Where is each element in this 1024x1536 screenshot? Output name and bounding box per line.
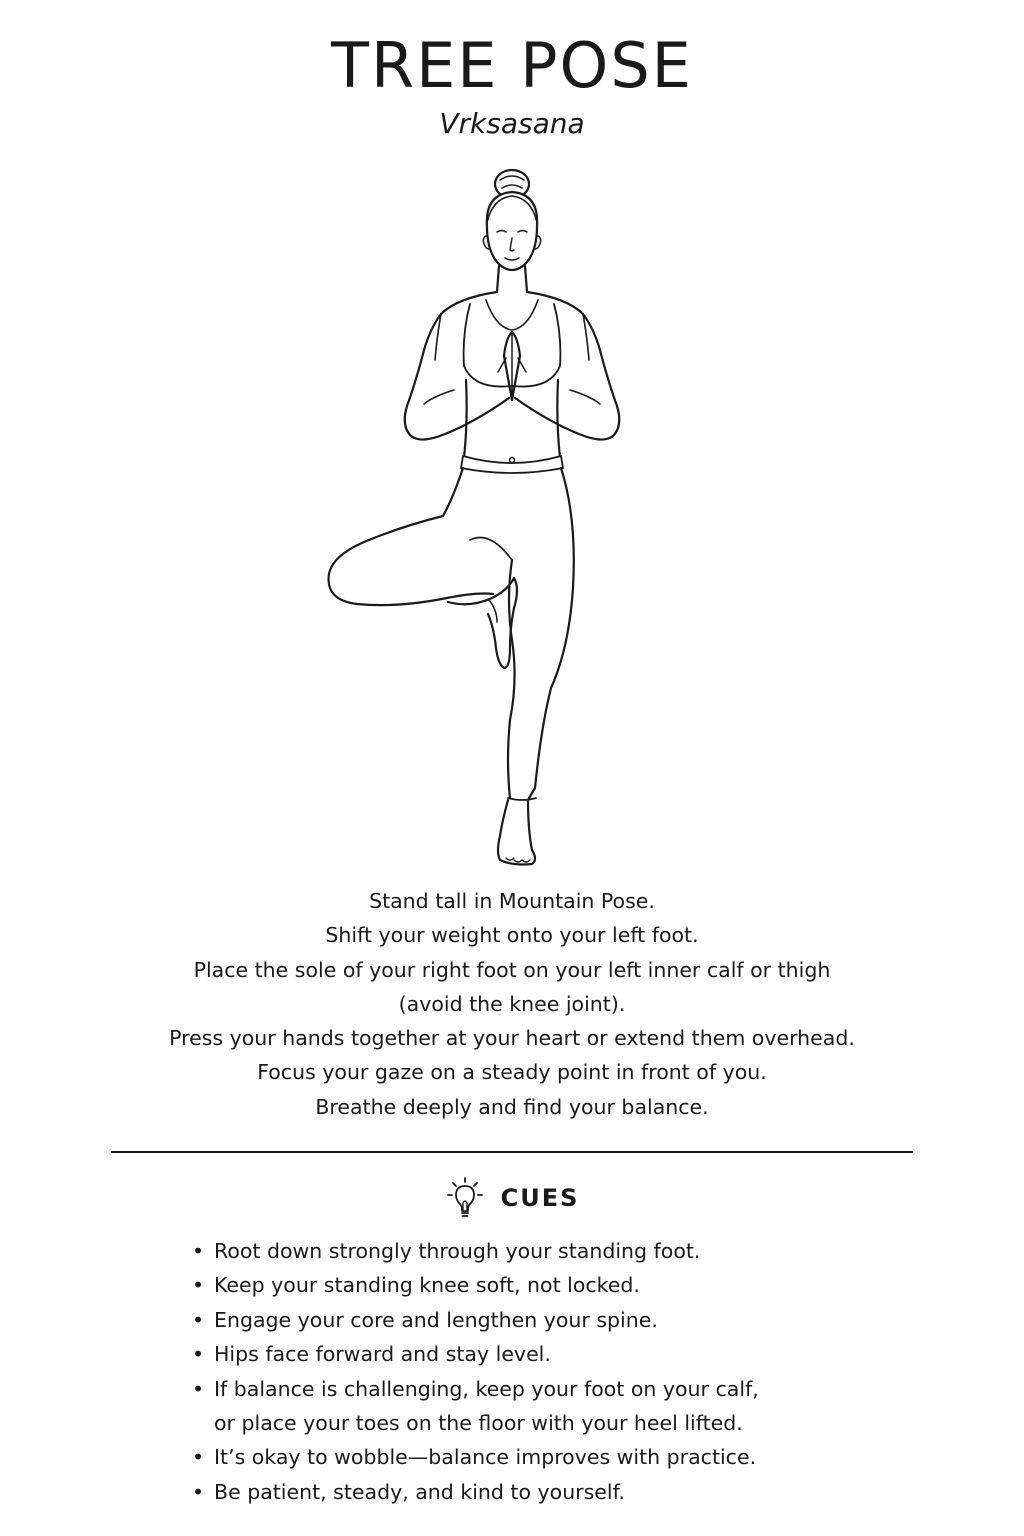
- list-item: [186, 1475, 886, 1509]
- instructions: [100, 884, 924, 1124]
- cues-header: [0, 1176, 1024, 1220]
- standing-leg: [529, 468, 574, 798]
- cues-list: [186, 1234, 886, 1509]
- bullet: •: [192, 1307, 205, 1332]
- bullet: •: [192, 1239, 205, 1263]
- right-arm: [515, 292, 619, 440]
- section-divider: [111, 1151, 913, 1153]
- instruction-line: Shift your weight onto your left foot.: [325, 923, 699, 948]
- list-item: [186, 1337, 886, 1371]
- instruction-line: Focus your gaze on a steady point in front of you.: [257, 1060, 767, 1085]
- cue-text: If balance is challenging, keep your foot on your calf,: [214, 1376, 759, 1401]
- tree-pose-figure: [300, 160, 724, 872]
- cue-text: Hips face forward and stay level.: [214, 1342, 551, 1367]
- bullet: •: [192, 1342, 205, 1367]
- lightbulb-icon: [445, 1176, 485, 1220]
- list-item: [186, 1234, 886, 1268]
- instruction-line: Breathe deeply and find your balance.: [315, 1094, 709, 1119]
- list-item: [186, 1268, 886, 1302]
- bullet: •: [192, 1376, 205, 1401]
- cue-text: Engage your core and lengthen your spine.: [214, 1307, 658, 1332]
- bullet: •: [192, 1273, 205, 1298]
- cue-text: It’s okay to wobble—balance improves with practice.: [214, 1445, 757, 1470]
- instruction-line: Press your hands together at your heart or extend them overhead.: [169, 1026, 855, 1051]
- bullet: •: [192, 1445, 205, 1470]
- bullet: •: [192, 1479, 205, 1504]
- list-item: [186, 1372, 886, 1441]
- cue-text: Be patient, steady, and kind to yourself.: [214, 1479, 625, 1504]
- instruction-line: Stand tall in Mountain Pose.: [369, 889, 655, 913]
- list-item: [186, 1303, 886, 1337]
- instruction-line: (avoid the knee joint).: [398, 991, 626, 1016]
- cues-title: CUES: [500, 1184, 580, 1212]
- page-subtitle: Vrksasana: [439, 107, 585, 140]
- head: [487, 192, 537, 270]
- lifted-leg: [329, 468, 493, 605]
- page-title: TREE POSE: [331, 29, 693, 102]
- cue-text: Keep your standing knee soft, not locked.: [214, 1273, 640, 1298]
- list-item: [186, 1440, 886, 1474]
- left-arm: [405, 292, 509, 440]
- standing-foot: [498, 800, 535, 865]
- instruction-line: Place the sole of your right foot on your left inner calf or thigh: [193, 957, 831, 982]
- cue-text: Root down strongly through your standing foot.: [214, 1239, 701, 1263]
- cue-text-continued: or place your toes on the floor with your heel lifted.: [214, 1411, 743, 1436]
